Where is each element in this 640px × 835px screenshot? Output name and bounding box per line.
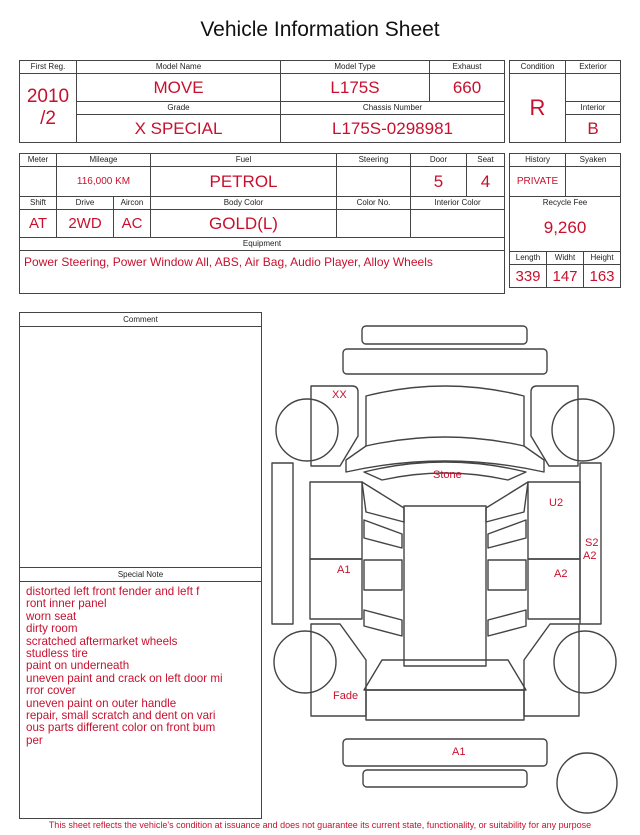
front-left-wheel — [276, 399, 338, 461]
special-note-line: per — [26, 733, 43, 747]
comment-panel — [19, 312, 262, 568]
damage-mark-left-door: A1 — [337, 564, 351, 576]
rear-left-wheel — [274, 631, 336, 693]
seat-label: Seat — [467, 154, 505, 167]
interior-label: Interior — [566, 102, 621, 115]
first-reg-month: /2 — [40, 108, 56, 129]
recycle-fee-label: Recycle Fee — [510, 197, 621, 210]
model-name-label: Model Name — [77, 61, 281, 74]
exterior-value — [566, 74, 621, 102]
left-rear-door — [310, 559, 362, 619]
comment-text — [20, 327, 261, 331]
chassis-number-value: L175S-0298981 — [281, 115, 505, 143]
special-note-line: distorted left front fender and left f — [26, 585, 200, 598]
fuel-label: Fuel — [151, 154, 337, 167]
first-reg-year: 2010 — [26, 86, 70, 107]
recycle-fee-value: 9,260 — [510, 210, 621, 252]
special-note-line: uneven paint and crack on left door mi — [26, 671, 223, 685]
left-rear-window — [364, 560, 402, 590]
fuel-value: PETROL — [151, 167, 337, 197]
right-front-window — [488, 520, 526, 548]
special-note-line: rror cover — [26, 684, 76, 698]
steering-label: Steering — [337, 154, 411, 167]
width-value: 147 — [547, 265, 584, 288]
damage-mark-hood: Stone — [433, 469, 462, 481]
interior-color-value — [411, 210, 505, 238]
length-label: Length — [510, 252, 547, 265]
history-table — [509, 153, 621, 288]
tailgate — [366, 690, 524, 720]
aircon-label: Aircon — [114, 197, 151, 210]
special-note-line: repair, small scratch and dent on vari — [26, 709, 216, 723]
aircon-value: AC — [114, 210, 151, 238]
first-reg-value — [20, 74, 77, 143]
width-label: Widht — [547, 252, 584, 265]
interior-value: B — [566, 115, 621, 143]
right-quarter-window — [488, 610, 526, 636]
roof — [404, 506, 486, 666]
shift-value: AT — [20, 210, 57, 238]
door-value: 5 — [411, 167, 467, 197]
condition-label: Condition — [510, 61, 566, 74]
model-type-value: L175S — [281, 74, 430, 102]
interior-color-label: Interior Color — [411, 197, 505, 210]
rear-right-quarter — [524, 624, 579, 716]
front-right-wheel — [552, 399, 614, 461]
equipment-value: Power Steering, Power Window All, ABS, Air Bag, Audio Player, Alloy Wheels — [20, 251, 505, 294]
condition-value: R — [510, 74, 566, 143]
color-no-label: Color No. — [337, 197, 411, 210]
front-right-fender — [531, 386, 578, 466]
length-value: 339 — [510, 265, 547, 288]
damage-mark-right-door: A2 — [554, 568, 568, 580]
condition-table — [509, 60, 621, 143]
right-rear-window — [488, 560, 526, 590]
disclaimer-footer: This sheet reflects the vehicle's condition at issuance and does not guarantee its current state, functionality, or suitability for any purpose — [48, 820, 592, 830]
special-note-line: studless tire — [26, 647, 88, 661]
exhaust-label: Exhaust — [430, 61, 505, 74]
specs-table — [19, 153, 505, 294]
color-no-value — [337, 210, 411, 238]
sheet-title: Vehicle Information Sheet — [200, 18, 440, 41]
height-label: Height — [584, 252, 621, 265]
history-label: History — [510, 154, 566, 167]
comment-label: Comment — [20, 313, 261, 327]
steering-value — [337, 167, 411, 197]
drive-label: Drive — [57, 197, 114, 210]
syaken-label: Syaken — [566, 154, 621, 167]
drive-value: 2WD — [57, 210, 114, 238]
equipment-label: Equipment — [20, 238, 505, 251]
damage-mark-front-left: XX — [332, 389, 347, 401]
chassis-number-label: Chassis Number — [281, 102, 505, 115]
damage-mark-rear-left: Fade — [333, 690, 359, 702]
door-label: Door — [411, 154, 467, 167]
history-value: PRIVATE — [510, 167, 566, 197]
first-reg-label: First Reg. — [20, 61, 77, 74]
spare-wheel — [557, 753, 617, 813]
left-front-window — [364, 520, 402, 548]
left-a-pillar — [362, 482, 404, 522]
height-value: 163 — [584, 265, 621, 288]
model-type-label: Model Type — [281, 61, 430, 74]
left-rocker — [272, 463, 293, 624]
special-note-line: dirty room — [26, 622, 78, 636]
model-name-value: MOVE — [77, 74, 281, 102]
mileage-label: Mileage — [57, 154, 151, 167]
front-bumper — [343, 349, 547, 374]
syaken-value — [566, 167, 621, 197]
damage-mark-right-fender: U2 — [549, 497, 564, 509]
vehicle-info-table — [19, 60, 505, 143]
front-bumper-top — [362, 326, 527, 344]
left-front-door — [310, 482, 362, 559]
rear-left-quarter — [311, 624, 366, 716]
rear-window — [364, 660, 526, 690]
shift-label: Shift — [20, 197, 57, 210]
damage-mark-right-a2: A2 — [583, 550, 597, 562]
meter-label: Meter — [20, 154, 57, 167]
grade-value: X SPECIAL — [77, 115, 281, 143]
mileage-value: 116,000 KM — [57, 167, 151, 197]
special-note-line: paint on underneath — [26, 659, 130, 673]
special-note-line: ront inner panel — [26, 597, 107, 611]
left-quarter-window — [364, 610, 402, 636]
special-note-line: ous parts different color on front bum — [26, 721, 216, 735]
special-note-line: worn seat — [26, 609, 77, 623]
hood — [366, 386, 524, 446]
special-note-panel — [19, 567, 262, 819]
damage-mark-right-s2: S2 — [585, 537, 599, 549]
seat-value: 4 — [467, 167, 505, 197]
meter-value — [20, 167, 57, 197]
rear-bumper — [343, 739, 547, 766]
right-front-door — [528, 482, 580, 559]
rear-bumper-lower — [363, 770, 527, 787]
special-note-list — [20, 582, 261, 747]
damage-mark-rear-bumper: A1 — [452, 746, 466, 758]
body-color-value: GOLD(L) — [151, 210, 337, 238]
exterior-label: Exterior — [566, 61, 621, 74]
special-note-label: Special Note — [20, 568, 261, 582]
special-note-line: scratched aftermarket wheels — [26, 634, 178, 648]
rear-right-wheel — [554, 631, 616, 693]
special-note-line: uneven paint on outer handle — [26, 696, 177, 710]
exhaust-value: 660 — [430, 74, 505, 102]
grade-label: Grade — [77, 102, 281, 115]
right-a-pillar — [486, 482, 528, 522]
body-color-label: Body Color — [151, 197, 337, 210]
